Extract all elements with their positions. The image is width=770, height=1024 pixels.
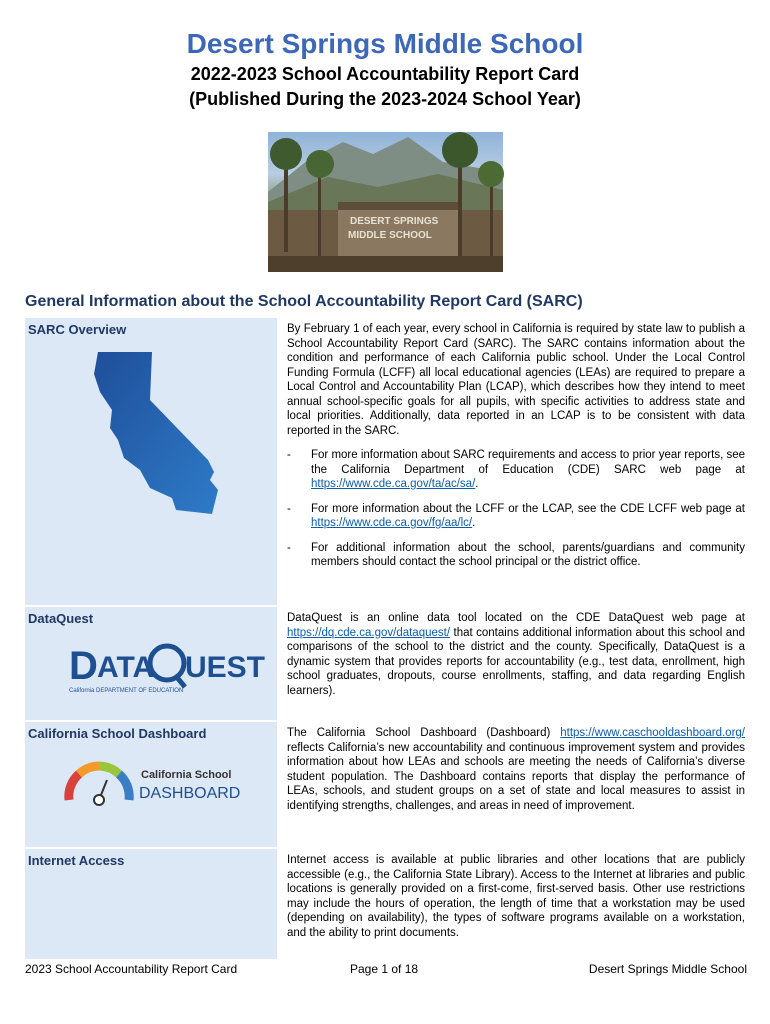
bullet-dash: - (287, 449, 291, 461)
list-item (287, 502, 745, 531)
footer-page-number: Page 1 of 18 (350, 962, 419, 976)
publication-note: (Published During the 2023-2024 School Year) (189, 89, 581, 109)
dataquest-link[interactable]: https://dq.cde.ca.gov/dataquest/ (287, 626, 451, 639)
dashboard-label: California School Dashboard (28, 726, 207, 741)
row-label-cell (25, 607, 277, 720)
footer-report-name: 2023 School Accountability Report Card (25, 962, 238, 976)
sarc-overview-paragraph: By February 1 of each year, every school in California is required by state law to publish a School Accountability Report Card (SARC). The SARC contains information about the condition and performance of each California public school. Under the Local Control Funding Formula (LCFF) all local educational agencies (LEAs) are required to prepare a Local Control and Accountability Plan (LCAP), which describes how they intend to meet annual school-specific goals for all pupils, with specific activities to address state and local priorities. Additionally, data reported in an LCAP is to be consistent with data reported in the SARC. (287, 323, 745, 437)
dashboard-logo-line2: DASHBOARD (139, 785, 241, 802)
bullet-period: . (472, 517, 476, 529)
bullet-period: . (475, 478, 479, 490)
list-item (287, 541, 745, 570)
school-photo-illustration (268, 132, 503, 272)
row-label-cell (25, 722, 277, 847)
svg-text:ATA: ATA (97, 651, 155, 684)
row-label-cell (25, 318, 277, 605)
row-dashboard (25, 720, 745, 847)
dashboard-logo (61, 752, 246, 812)
row-dataquest (25, 605, 745, 720)
dashboard-logo-line1: California School (141, 769, 232, 781)
dataquest-label: DataQuest (28, 611, 94, 626)
sarc-overview-content (277, 318, 745, 605)
california-map-icon (90, 348, 245, 518)
bullet-text: For more information about SARC requirements and access to prior year reports, see the California Department of Education (CDE) SARC web page at (311, 449, 745, 476)
svg-text:California DEPARTMENT OF EDUCA: California DEPARTMENT OF EDUCATION (69, 688, 184, 694)
school-photo (268, 132, 503, 272)
bullet-dash: - (287, 541, 291, 554)
dataquest-content (277, 607, 745, 720)
list-item (287, 448, 745, 492)
bullet-text: For more information about the LCFF or the LCAP, see the CDE LCFF web page at (311, 502, 745, 515)
row-label-cell (25, 849, 277, 959)
bullet-text: For additional information about the school, parents/guardians and community members should contact the school principal or the district office. (311, 541, 745, 568)
dashboard-text: The California School Dashboard (Dashboard) (287, 727, 561, 739)
svg-text:UEST: UEST (185, 651, 266, 684)
sign-line-2: MIDDLE SCHOOL (348, 230, 432, 241)
sarc-info-table (25, 316, 745, 959)
page-title: Desert Springs Middle School (186, 28, 584, 59)
section-heading: General Information about the School Accountability Report Card (SARC) (25, 293, 583, 310)
report-title: 2022-2023 School Accountability Report Card (190, 64, 580, 84)
bullet-dash: - (287, 502, 291, 515)
dashboard-content (277, 722, 745, 847)
sarc-overview-label: SARC Overview (28, 322, 127, 337)
row-sarc-overview (25, 316, 745, 605)
dataquest-text: DataQuest is an online data tool located on the CDE DataQuest web page at (287, 612, 745, 624)
dataquest-text-continued: that contains additional information about this school and comparisons of the school to the district and the county. Specifically, DataQuest is a dynamic system that provides reports for accountability (e.g., test data, enrollment, high school graduates, dropouts, course enrollments, staffing, and data regarding English learners). (287, 626, 745, 697)
internet-access-label: Internet Access (28, 853, 125, 868)
footer-school-name: Desert Springs Middle School (588, 962, 747, 976)
sarc-web-link[interactable]: https://www.cde.ca.gov/ta/ac/sa/ (311, 478, 476, 490)
dashboard-text-continued: reflects California’s new accountability and continuous improvement system and provides information about how LEAs and schools are meeting the needs of California’s diverse student population. The Dashboard contains reports that display the performance of LEAs, schools, and student groups on a set of state and local measures to assist in identifying strengths, challenges, and areas in need of improvement. (287, 741, 745, 812)
internet-access-content: Internet access is available at public libraries and other locations that are publicly accessible (e.g., the California State Library). Access to the Internet at libraries and public locations is generally provided on a first-come, first-served basis. Other use restrictions may include the hours of operation, the length of time that a workstation may be used (depending on availability), the types of software programs available on a workstation, and the ability to print documents. (287, 854, 745, 939)
svg-text:D: D (69, 644, 98, 688)
lcff-web-link[interactable]: https://www.cde.ca.gov/fg/aa/lc/ (311, 517, 473, 529)
dashboard-link[interactable]: https://www.caschooldashboard.org/ (560, 727, 745, 739)
dataquest-logo (67, 637, 266, 695)
sign-line-1: DESERT SPRINGS (350, 216, 439, 227)
row-internet-access (25, 847, 745, 959)
